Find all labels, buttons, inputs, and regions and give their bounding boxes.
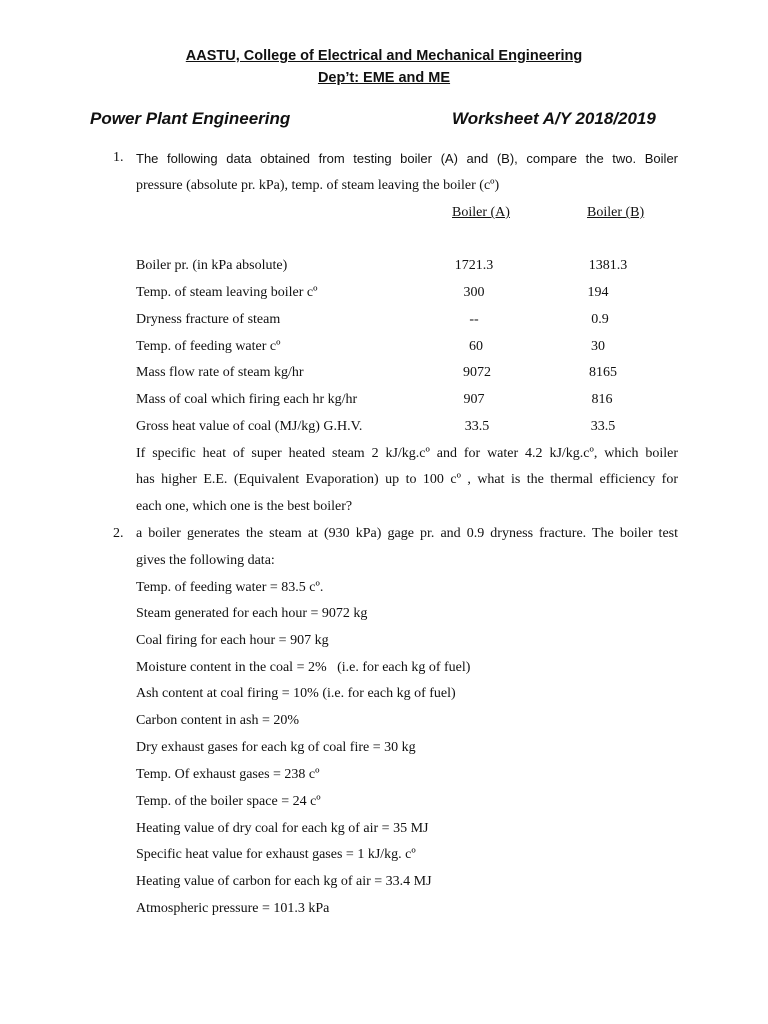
row-value-b: 30 xyxy=(591,339,605,354)
q2-number: 2. xyxy=(113,526,124,541)
row-value-a: 907 xyxy=(463,392,485,407)
row-value-a: 1721.3 xyxy=(454,258,494,273)
row-label: Boiler pr. (in kPa absolute) xyxy=(136,258,288,273)
list-item: Coal firing for each hour = 907 kg xyxy=(136,633,329,648)
row-value-a: 9072 xyxy=(463,365,491,380)
list-item: Temp. Of exhaust gases = 238 cº xyxy=(136,767,320,782)
q1-question-line1: If specific heat of super heated steam 2 kJ/kg.cº and for water 4.2 kJ/kg.cº, which boiler xyxy=(136,446,678,461)
institution-title: AASTU, College of Electrical and Mechanical Engineering xyxy=(185,48,583,64)
worksheet-title: Worksheet A/Y 2018/2019 xyxy=(452,109,656,128)
q1-number: 1. xyxy=(113,150,124,165)
course-title: Power Plant Engineering xyxy=(90,109,291,128)
row-label: Temp. of steam leaving boiler cº xyxy=(136,285,318,300)
row-value-b: 0.9 xyxy=(591,312,609,327)
row-value-b: 194 xyxy=(587,285,609,300)
department-title: Dep’t: EME and ME xyxy=(317,70,451,86)
q1-line1: The following data obtained from testing boiler (A) and (B), compare the two. Boiler xyxy=(136,151,678,166)
list-item: Temp. of the boiler space = 24 cº xyxy=(136,794,321,809)
row-value-b: 8165 xyxy=(589,365,617,380)
row-value-a: 300 xyxy=(463,285,485,300)
row-label: Mass of coal which firing each hr kg/hr xyxy=(136,392,358,407)
row-value-a: 60 xyxy=(469,339,483,354)
row-value-a: -- xyxy=(469,312,479,327)
q1-col-b-header: Boiler (B) xyxy=(587,205,645,220)
row-label: Gross heat value of coal (MJ/kg) G.H.V. xyxy=(136,419,363,434)
list-item: Specific heat value for exhaust gases = 1 kJ/kg. cº xyxy=(136,847,416,862)
list-item: Heating value of carbon for each kg of air = 33.4 MJ xyxy=(136,874,432,889)
row-label: Mass flow rate of steam kg/hr xyxy=(136,365,304,380)
q2-line2: gives the following data: xyxy=(136,553,275,568)
row-label: Dryness fracture of steam xyxy=(136,312,281,327)
q1-col-a-header: Boiler (A) xyxy=(452,205,510,220)
list-item: Steam generated for each hour = 9072 kg xyxy=(136,606,368,621)
q1-question-line2: has higher E.E. (Equivalent Evaporation) up to 100 cº , what is the thermal efficiency for xyxy=(136,472,678,487)
list-item: Carbon content in ash = 20% xyxy=(136,713,300,728)
q1-line2: pressure (absolute pr. kPa), temp. of steam leaving the boiler (cº) xyxy=(136,178,500,193)
row-value-b: 33.5 xyxy=(590,419,616,434)
row-value-a: 33.5 xyxy=(464,419,490,434)
list-item: Atmospheric pressure = 101.3 kPa xyxy=(136,901,330,916)
row-value-b: 1381.3 xyxy=(588,258,628,273)
list-item: Ash content at coal firing = 10% (i.e. for each kg of fuel) xyxy=(136,686,456,701)
list-item: Moisture content in the coal = 2% (i.e. for each kg of fuel) xyxy=(136,660,471,675)
list-item: Temp. of feeding water = 83.5 cº. xyxy=(136,580,324,595)
row-label: Temp. of feeding water cº xyxy=(136,339,281,354)
list-item: Heating value of dry coal for each kg of air = 35 MJ xyxy=(136,821,429,836)
row-value-b: 816 xyxy=(591,392,613,407)
list-item: Dry exhaust gases for each kg of coal fire = 30 kg xyxy=(136,740,416,755)
q1-question-line3: each one, which one is the best boiler? xyxy=(136,499,353,514)
q2-line1: a boiler generates the steam at (930 kPa) gage pr. and 0.9 dryness fracture. The boiler test xyxy=(136,526,678,541)
